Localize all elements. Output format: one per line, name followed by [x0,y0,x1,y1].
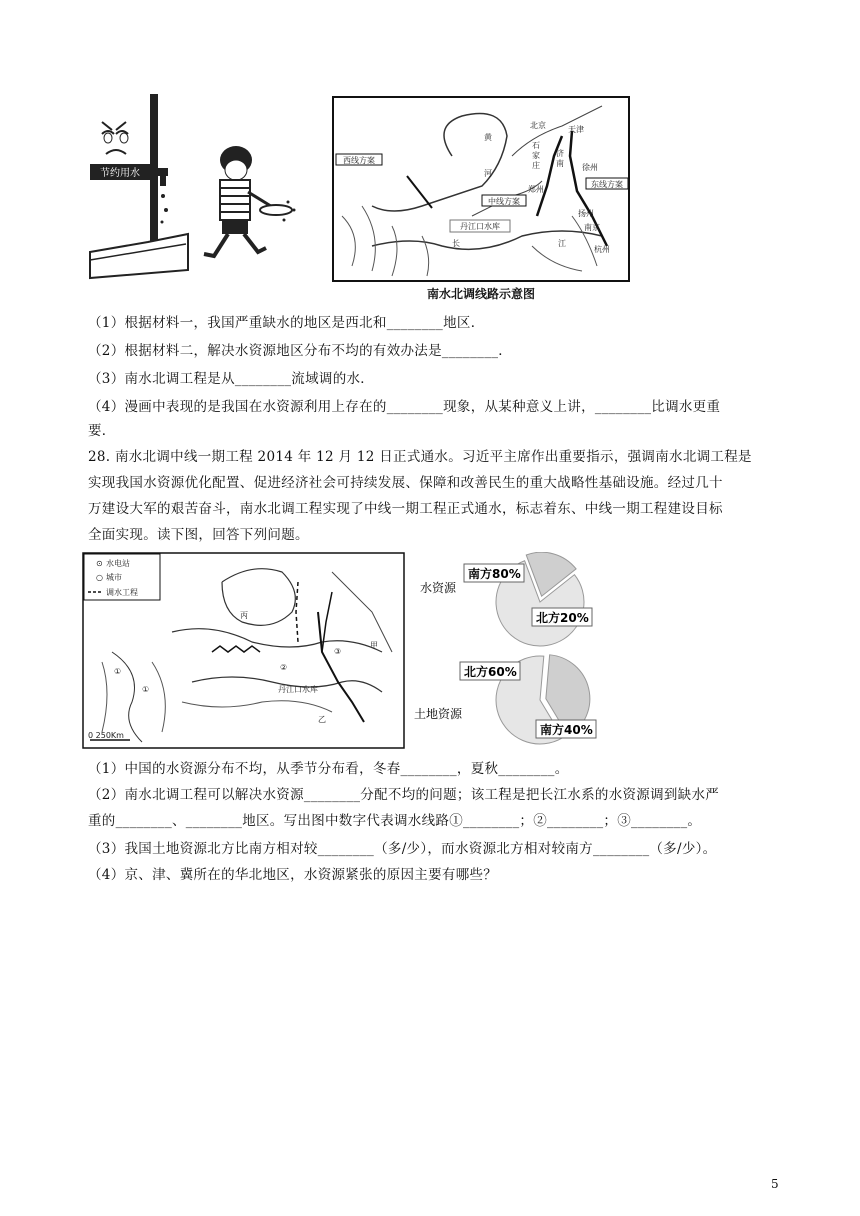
q1-2: （2）根据材料二，解决水资源地区分布不均的有效办法是________． [88,343,513,359]
q28-line-3: 万建设大军的艰苦奋斗，南水北调工程实现了中线一期工程正式通水，标志着东、中线一期工程建设目标 [88,501,723,517]
water-waste-cartoon [88,92,308,282]
region-bing: 丙 [240,611,248,620]
map-label-huang: 黄 [484,133,492,142]
pie-water-title: 水资源 [420,581,457,595]
danjiangkou-label: 丹江口水库 [460,222,500,231]
svg-text:⊙: ⊙ [96,559,103,568]
china-water-transfer-map [82,552,406,750]
cartoon-sign-text: 节约用水 [100,168,140,179]
route-label-2: ② [280,663,288,672]
map-caption: 南水北调线路示意图 [426,287,535,301]
pie-data-label: 南方80% [468,567,521,581]
q28-line-4: 全面实现。读下图，回答下列问题。 [88,527,309,543]
map-label-tianjin: 天津 [568,125,584,134]
reservoir-label: 丹江口水库 [278,685,318,694]
q1-1: （1）根据材料一，我国严重缺水的地区是西北和________地区． [88,315,485,331]
q28-line-2: 实现我国水资源优化配置、促进经济社会可持续发展、保障和改善民生的重大战略性基础设施。经过几十 [88,475,723,491]
scale-bar: 0 250Km [88,731,124,740]
resource-pie-charts [410,552,610,750]
legend-city: 城市 [106,573,122,582]
map-label-zhengzhou: 郑州 [528,185,544,194]
q2-2a: （2）南水北调工程可以解决水资源________分配不均的问题；该工程是把长江水系的水资源调到缺水严 [88,787,720,803]
route-label-1b: ① [142,685,150,694]
pie-land-title: 土地资源 [414,707,463,721]
q2-1: （1）中国的水资源分布不均，从季节分布看，冬春________，夏秋________。 [88,761,569,777]
pie-data-label: 北方20% [536,611,589,625]
route-label-1a: ① [114,667,122,676]
map-label-hangzhou: 杭州 [594,245,610,254]
region-jia: 甲 [370,641,378,650]
map-label-zhuang: 庄 [532,161,540,170]
pie-data-label: 北方60% [464,665,517,679]
q1-4a: （4）漫画中表现的是我国在水资源利用上存在的________现象，从某种意义上讲，________比调水更重 [88,399,721,415]
west-route-label: 西线方案 [343,156,375,165]
map-label-he: 河 [484,169,492,178]
q28-line-1: 28. 南水北调中线一期工程 2014 年 12 月 12 日正式通水。习近平主席作出重要指示，强调南水北调工程是 [88,449,752,465]
map-label-ji: 济 [556,149,564,158]
route-label-3: ③ [334,647,342,656]
q2-3: （3）我国土地资源北方比南方相对较________（多/少），而水资源北方相对较南方________（多/少）。 [88,841,717,857]
q2-2b: 重的________、________地区。写出图中数字代表调水线路①________；②________；③________。 [88,813,702,829]
legend-hydropower: 水电站 [106,559,130,568]
map-label-xuzhou: 徐州 [582,163,598,172]
svg-text:○: ○ [96,573,103,582]
pie-data-label: 南方40% [540,723,593,737]
q2-4: （4）京、津、冀所在的华北地区，水资源紧张的原因主要有哪些？ [88,867,498,883]
map-label-shi: 石 [532,141,540,150]
map-label-nan: 南 [556,159,564,168]
q1-3: （3）南水北调工程是从________流域调的水． [88,371,375,387]
region-yi: 乙 [318,715,326,724]
east-route-label: 东线方案 [591,180,623,189]
map-label-jiang: 江 [558,239,566,248]
map-label-yangzhou: 扬州 [578,209,594,218]
south-north-water-diversion-map [332,96,630,306]
map-label-beijing: 北京 [530,121,546,130]
map-label-chang: 长 [452,239,460,248]
q1-4b: 要． [88,423,116,439]
page-number: 5 [771,1177,779,1191]
middle-route-label: 中线方案 [488,197,520,206]
map-label-jia: 家 [532,151,540,160]
map-label-nanjing: 南京 [584,223,600,232]
legend-transfer: 调水工程 [106,588,138,597]
